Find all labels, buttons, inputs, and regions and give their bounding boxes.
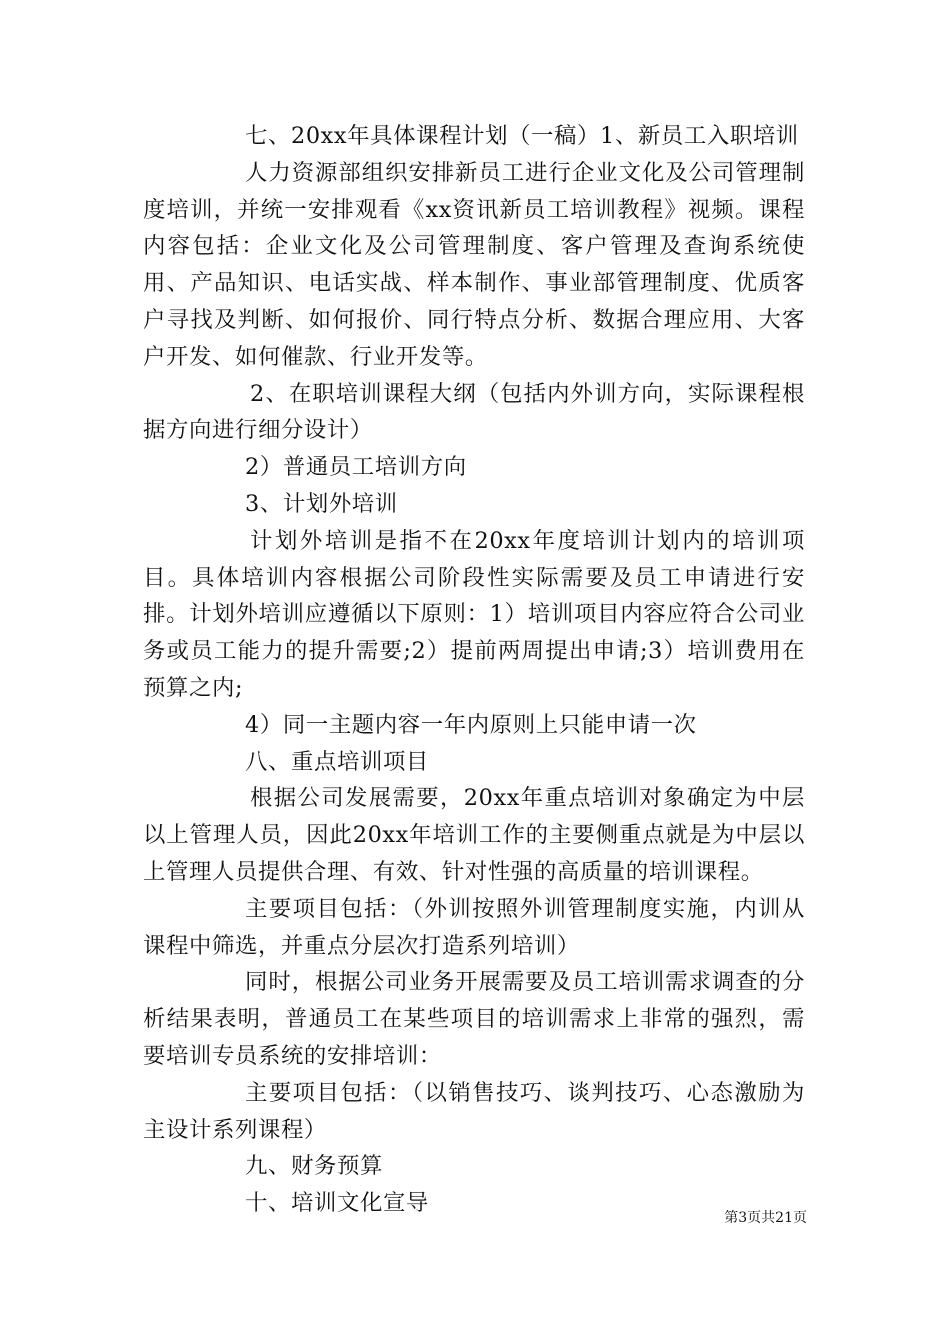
general-staff-training-direction: 2）普通员工培训方向	[245, 454, 467, 481]
same-topic-rule: 4）同一主题内容一年内原则上只能申请一次	[245, 711, 697, 738]
new-employee-training-paragraph: 人力资源部组织安排新员工进行企业文化及公司管理制度培训，并统一安排观看《xx资讯新员工培训教程》视频。课程内容包括：企业文化及公司管理制度、客户管理及查询系统使用、产品知识、电话实战、样本制作、事业部管理制度、优质客户寻找及判断、如何报价、同行特点分析、数据合理应用、大客户开发、如何催款、行业开发等。	[143, 159, 805, 370]
survey-results-paragraph: 同时，根据公司业务开展需要及员工培训需求调查的分析结果表明，普通员工在某些项目的培训需求上非常的强烈，需要培训专员系统的安排培训：	[143, 969, 805, 1069]
course-plan-heading: 七、20xx年具体课程计划（一稿）1、新员工入职培训	[245, 123, 799, 149]
financial-budget-heading: 九、财务预算	[245, 1153, 383, 1180]
document-body	[143, 118, 805, 1222]
training-culture-heading: 十、培训文化宣导	[245, 1190, 429, 1217]
main-items-sales: 主要项目包括：（以销售技巧、谈判技巧、心态激励为主设计系列课程）	[143, 1079, 805, 1143]
in-service-training-outline: 2、在职培训课程大纲（包括内外训方向，实际课程根据方向进行细分设计）	[143, 380, 805, 444]
page-number-footer: 第3页共21页	[724, 1210, 807, 1226]
key-training-heading: 八、重点培训项目	[245, 748, 429, 775]
unplanned-training-heading: 3、计划外培训	[245, 490, 398, 517]
unplanned-training-paragraph: 计划外培训是指不在20xx年度培训计划内的培训项目。具体培训内容根据公司阶段性实际需要及员工申请进行安排。计划外培训应遵循以下原则：1）培训项目内容应符合公司业务或员工能力的提升需要;2）提前两周提出申请;3）培训费用在预算之内;	[143, 527, 805, 701]
key-training-paragraph: 根据公司发展需要，20xx年重点培训对象确定为中层以上管理人员，因此20xx年培训工作的主要侧重点就是为中层以上管理人员提供合理、有效、针对性强的高质量的培训课程。	[143, 785, 805, 885]
main-items-management: 主要项目包括：（外训按照外训管理制度实施，内训从课程中筛选，并重点分层次打造系列培训）	[143, 895, 805, 959]
